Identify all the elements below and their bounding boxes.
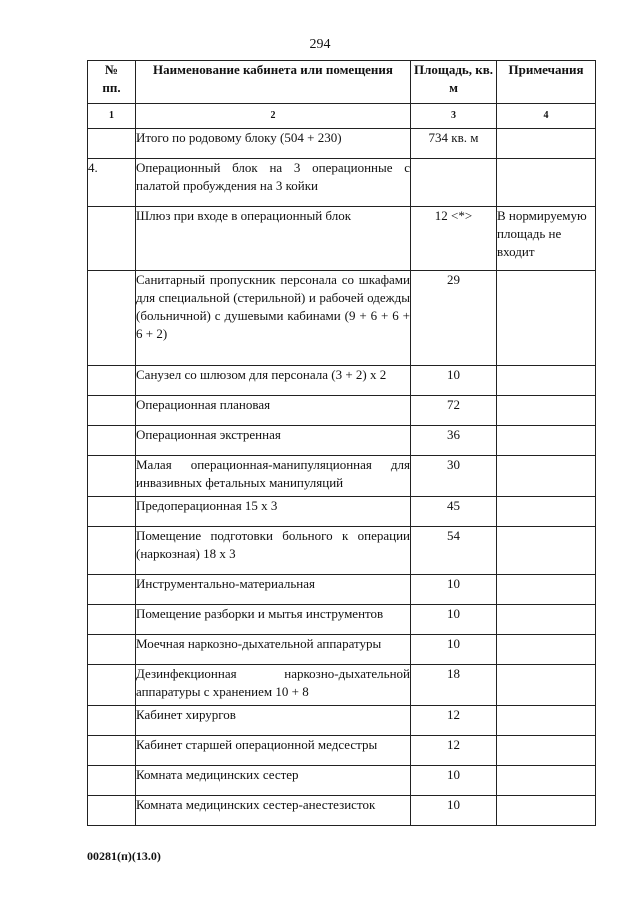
- column-number: 1: [88, 104, 136, 129]
- row-note: [497, 497, 596, 527]
- header-area: Площадь, кв. м: [411, 61, 497, 104]
- row-name: Операционная плановая: [136, 396, 411, 426]
- row-number: [88, 635, 136, 665]
- row-name: Помещение разборки и мытья инструментов: [136, 605, 411, 635]
- table-row: [88, 575, 596, 605]
- row-name: Операционная экстренная: [136, 426, 411, 456]
- row-note: [497, 527, 596, 575]
- row-area: 10: [411, 575, 497, 605]
- row-name: Санузел со шлюзом для персонала (3 + 2) x 2: [136, 366, 411, 396]
- table-row: [88, 366, 596, 396]
- column-number: 2: [136, 104, 411, 129]
- table-row: [88, 796, 596, 826]
- row-area: 10: [411, 366, 497, 396]
- header-name: Наименование кабинета или помещения: [136, 61, 411, 104]
- row-area: 12: [411, 706, 497, 736]
- row-number: [88, 736, 136, 766]
- row-name: Шлюз при входе в операционный блок: [136, 207, 411, 271]
- table-row: [88, 766, 596, 796]
- table-row: [88, 426, 596, 456]
- row-area: 45: [411, 497, 497, 527]
- row-note: [497, 736, 596, 766]
- row-area: 12: [411, 736, 497, 766]
- header-number: № пп.: [88, 61, 136, 104]
- column-number: 3: [411, 104, 497, 129]
- table-row: [88, 207, 596, 271]
- row-area: 10: [411, 766, 497, 796]
- row-area: 12 <*>: [411, 207, 497, 271]
- row-number: [88, 366, 136, 396]
- row-name: Итого по родовому блоку (504 + 230): [136, 129, 411, 159]
- row-number: [88, 456, 136, 497]
- row-note: [497, 706, 596, 736]
- premises-table: [87, 60, 596, 826]
- row-note: [497, 766, 596, 796]
- row-name: Комната медицинских сестер: [136, 766, 411, 796]
- row-number: [88, 207, 136, 271]
- row-note: В нормируемую площадь не входит: [497, 207, 596, 271]
- page-number: 294: [309, 37, 331, 52]
- row-note: [497, 575, 596, 605]
- row-note: [497, 456, 596, 497]
- row-name: Малая операционная-манипуляционная для инвазивных фетальных манипуляций: [136, 456, 411, 497]
- row-area: 734 кв. м: [411, 129, 497, 159]
- row-note: [497, 129, 596, 159]
- row-area: 36: [411, 426, 497, 456]
- row-name: Помещение подготовки больного к операции (наркозная) 18 x 3: [136, 527, 411, 575]
- row-area: [411, 159, 497, 207]
- row-number: [88, 766, 136, 796]
- row-name: Кабинет старшей операционной медсестры: [136, 736, 411, 766]
- row-number: [88, 396, 136, 426]
- row-area: 29: [411, 271, 497, 366]
- column-number: 4: [497, 104, 596, 129]
- row-area: 54: [411, 527, 497, 575]
- document-code: 00281(п)(13.0): [87, 849, 161, 863]
- row-name: Операционный блок на 3 операционные с палатой пробуждения на 3 койки: [136, 159, 411, 207]
- row-number: [88, 796, 136, 826]
- table-row: [88, 527, 596, 575]
- row-name: Предоперационная 15 x 3: [136, 497, 411, 527]
- table-row: [88, 497, 596, 527]
- row-number: [88, 527, 136, 575]
- row-name: Инструментально-материальная: [136, 575, 411, 605]
- row-note: [497, 271, 596, 366]
- row-name: Моечная наркозно-дыхательной аппаратуры: [136, 635, 411, 665]
- row-area: 10: [411, 635, 497, 665]
- table-row: [88, 129, 596, 159]
- row-note: [497, 396, 596, 426]
- row-note: [497, 426, 596, 456]
- table-row: [88, 665, 596, 706]
- row-number: [88, 706, 136, 736]
- row-note: [497, 635, 596, 665]
- row-area: 30: [411, 456, 497, 497]
- row-number: [88, 426, 136, 456]
- row-number: [88, 271, 136, 366]
- row-name: Дезинфекционная наркозно-дыхательной аппаратуры с хранением 10 + 8: [136, 665, 411, 706]
- table-row: [88, 706, 596, 736]
- table-row: [88, 635, 596, 665]
- header-notes: Примечания: [497, 61, 596, 104]
- row-name: Кабинет хирургов: [136, 706, 411, 736]
- row-note: [497, 796, 596, 826]
- row-note: [497, 366, 596, 396]
- table-row: [88, 271, 596, 366]
- table-row: [88, 396, 596, 426]
- row-note: [497, 159, 596, 207]
- column-number-row: [88, 104, 596, 129]
- table-row: [88, 159, 596, 207]
- table-header-row: [88, 61, 596, 104]
- row-name: Санитарный пропускник персонала со шкафами для специальной (стерильной) и рабочей одежды (больничной) с душевыми кабинами (9 + 6 + 6 + 6 + 2): [136, 271, 411, 366]
- row-name: Комната медицинских сестер-анестезисток: [136, 796, 411, 826]
- row-number: 4.: [88, 159, 136, 207]
- row-number: [88, 605, 136, 635]
- row-number: [88, 665, 136, 706]
- row-area: 72: [411, 396, 497, 426]
- table-row: [88, 736, 596, 766]
- row-number: [88, 497, 136, 527]
- row-note: [497, 605, 596, 635]
- row-area: 10: [411, 605, 497, 635]
- row-area: 10: [411, 796, 497, 826]
- row-number: [88, 129, 136, 159]
- table-row: [88, 605, 596, 635]
- row-area: 18: [411, 665, 497, 706]
- row-number: [88, 575, 136, 605]
- row-note: [497, 665, 596, 706]
- table-row: [88, 456, 596, 497]
